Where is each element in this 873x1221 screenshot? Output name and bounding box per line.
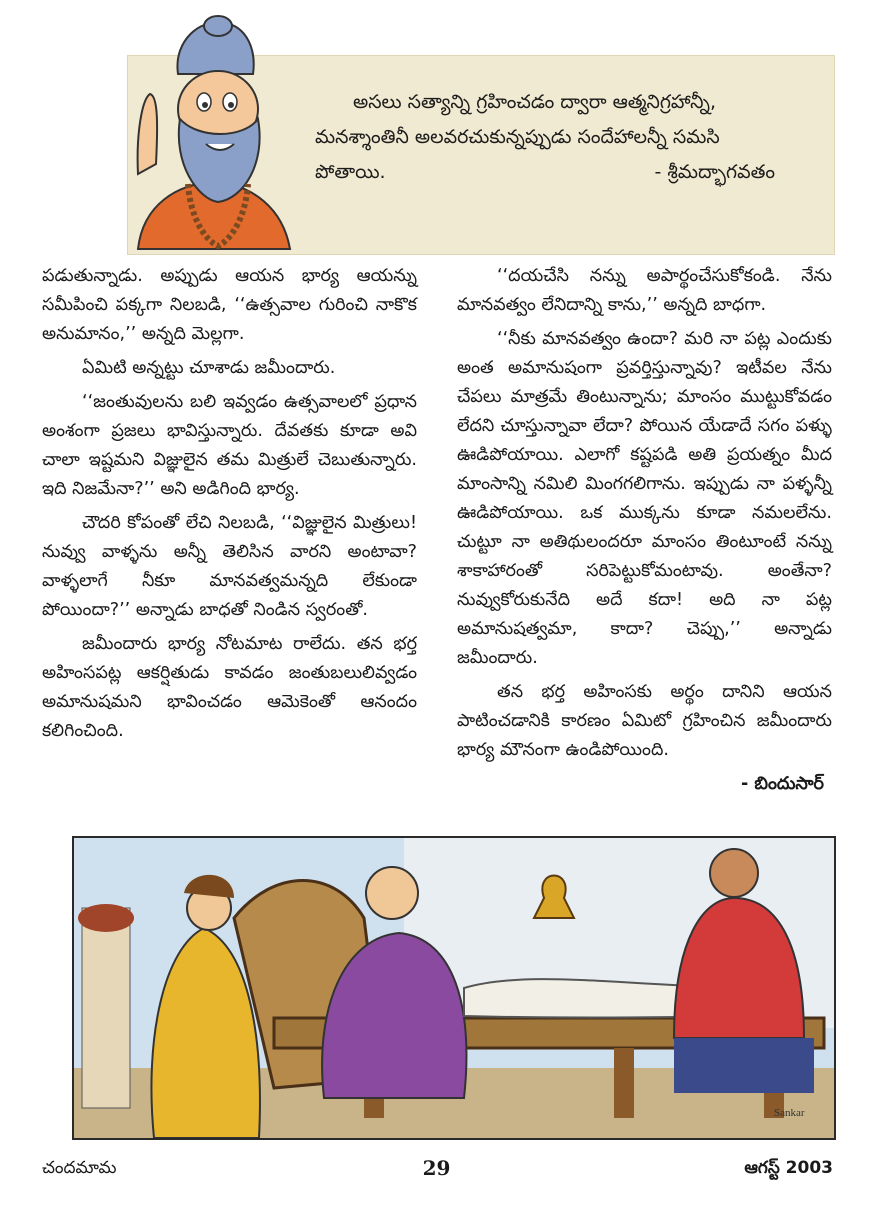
right-column (457, 262, 832, 804)
author-signature: - బిందుసార్ (741, 774, 824, 794)
left-paragraph-4: చౌదరి కోపంతో లేచి నిలబడి, ‘‘విజ్ఞులైన మిత్రులు! నువ్వు వాళ్ళను అన్నీ తెలిసిన వారని అంటావా? వాళ్ళలాగే నీకూ మానవత్వమన్నది లేకుండా పోయిందా?’’ అన్నాడు బాధతో నిండిన స్వరంతో. (42, 513, 417, 620)
page-number: 29 (422, 1156, 451, 1180)
sage-illustration (118, 14, 303, 254)
quote-source: - శ్రీమద్భాగవతం (654, 161, 775, 183)
quote-line-2: మనశ్శాంతినీ అలవరచుకున్నప్పుడు సందేహాలన్నీ సమసి (315, 126, 720, 148)
left-paragraph-1: పడుతున్నాడు. అప్పుడు ఆయన భార్య ఆయన్ను సమీపించి పక్కగా నిలబడి, ‘‘ఉత్సవాల గురించి నాకొక అనుమానం,’’ అన్నది మెల్లగా. (42, 266, 417, 344)
quote-line-3: పోతాయి. (315, 161, 386, 183)
page-footer (0, 1158, 873, 1188)
illustrator-signature: Sankar (774, 1107, 805, 1119)
left-paragraph-2: ఏమిటి అన్నట్టు చూశాడు జమీందారు. (82, 358, 336, 378)
left-paragraph-3: ‘‘జంతువులను బలి ఇవ్వడం ఉత్సవాలలో ప్రధాన అంశంగా ప్రజలు భావిస్తున్నారు. దేవతకు కూడా అవి చాలా ఇష్టమని విజ్ఞులైన తమ మిత్రులే చెబుతున్నారు. ఇది నిజమేనా?’’ అని అడిగింది భార్య. (42, 392, 417, 499)
quote-text (315, 85, 815, 190)
right-paragraph-1: ‘‘దయచేసి నన్ను అపార్థంచేసుకోకండి. నేను మానవత్వం లేనిదాన్ని కాను,’’ అన్నది బాధగా. (457, 266, 832, 315)
right-paragraph-3: తన భర్త అహింసకు అర్థం దానిని ఆయన పాటించడానికి కారణం ఏమిటో గ్రహించిన జమీందారు భార్య మౌనంగా ఉండిపోయింది. (457, 682, 832, 760)
quote-line-1: అసలు సత్యాన్ని గ్రహించడం ద్వారా ఆత్మనిగ్రహాన్నీ, (353, 91, 717, 113)
magazine-name: చందమామ (42, 1158, 117, 1178)
story-illustration (72, 836, 836, 1140)
left-paragraph-5: జమీందారు భార్య నోటమాట రాలేదు. తన భర్త అహింసపట్ల ఆకర్షితుడు కావడం జంతుబలులివ్వడం అమానుషమని భావించడం ఆమెకెంతో ఆనందం కలిగించింది. (42, 634, 417, 741)
left-column (42, 262, 417, 751)
issue-date: ఆగస్ట్ 2003 (744, 1158, 833, 1178)
right-paragraph-2: ‘‘నీకు మానవత్వం ఉందా? మరి నా పట్ల ఎందుకు అంత అమానుషంగా ప్రవర్తిస్తున్నావు? ఇటీవల నేను చేపలు మాత్రమే తింటున్నాను; మాంసం ముట్టుకోవడం లేదని చూస్తున్నావా లేదా? పోయిన యేడాదే సగం పళ్ళు ఊడిపోయాయి. ఎలాగో కష్టపడి అతి ప్రయత్నం మీద మాంసాన్ని నమిలి మింగగలిగాను. ఇప్పుడు నా పళ్ళన్నీ ఊడిపోయాయి. ఒక ముక్కను కూడా నమలలేను. చుట్టూ నా అతిథులందరూ మాంసం తింటూంటే నన్ను శాకాహారంతో సరిపెట్టుకోమంటావు. అంతేనా? నువ్వుకోరుకునేది అదే కదా! అది నా పట్ల అమానుషత్వమా, కాదా? చెప్పు,’’ అన్నాడు జమీందారు. (457, 329, 832, 668)
